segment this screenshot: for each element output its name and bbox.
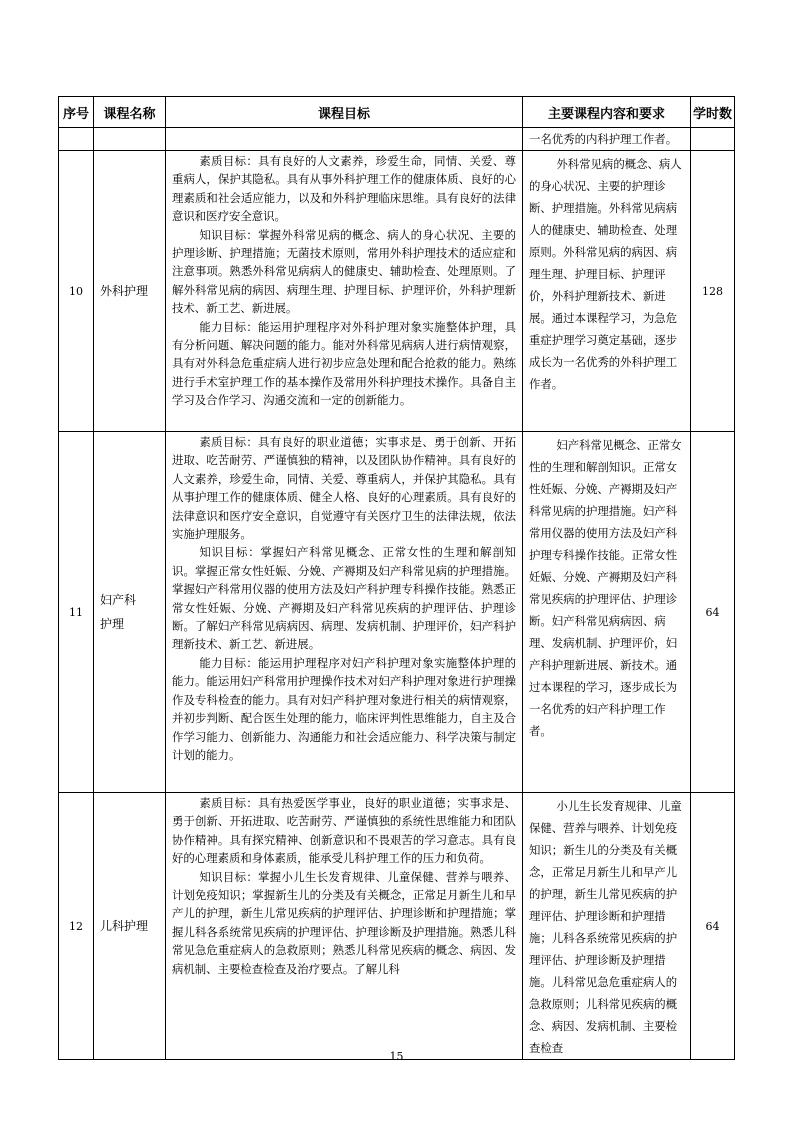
row-course-goal [166, 151, 523, 432]
row-course-name: 外科护理 [94, 151, 166, 432]
carry-content-text: 一名优秀的内科护理工作者。 [529, 132, 678, 146]
table-row [59, 793, 735, 1060]
row-course-goal [166, 793, 523, 1060]
carry-content [523, 128, 691, 151]
row-course-content [523, 432, 691, 793]
goal-ability: 能力目标：能运用护理程序对外科护理对象实施整体护理，具有分析问题、解决问题的能力。能对外科常见病病人进行病情观察，具有对外科急危重症病人进行初步应急处理和配合抢救的能力。熟练进行手术室护理工作的基本操作及常用外科护理技术操作。具备自主学习及合作学习、沟通交流和一定的创新能力。 [172, 319, 516, 408]
row-seq: 12 [59, 793, 94, 1060]
table-row [59, 151, 735, 432]
row-hours: 64 [691, 432, 735, 793]
carry-goal [166, 128, 523, 151]
content-text: 妇产科常见概念、正常女性的生理和解剖知识。正常女性妊娠、分娩、产褥期及妇产科常见病的护理措施。妇产科常用仪器的使用方法及妇产科护理专科操作技能。正常女性妊娠、分娩、产褥期及妇产科常见疾病的护理评估、护理诊断。妇产科常见病病因、病理、发病机制、护理评价，妇产科护理新进展、新技术。通过本课程的学习，逐步成长为一名优秀的妇产科护理工作者。 [529, 438, 682, 738]
header-row [59, 97, 735, 128]
header-seq: 序号 [59, 97, 94, 128]
course-table [58, 96, 735, 1060]
goal-quality: 素质目标：具有良好的职业道德；实事求是、勇于创新、开拓进取、吃苦耐劳、严谨慎独的精神，以及团队协作精神。具有良好的人文素养，珍爱生命，同情、关爱、尊重病人，并保护其隐私。具有从事护理工作的健康体质、健全人格、良好的心理素质。具有良好的法律意识和医疗安全意识，自觉遵守有关医疗卫生的法律法规，依法实施护理服务。 [172, 435, 516, 542]
row-seq: 11 [59, 432, 94, 793]
row-course-content [523, 151, 691, 432]
header-course-name: 课程名称 [94, 97, 166, 128]
page-number: 15 [389, 1050, 404, 1063]
row-hours: 64 [691, 793, 735, 1060]
content-text: 小儿生长发育规律、儿童保健、营养与喂养、计划免疫知识；新生儿的分类及有关概念，正常足月新生儿和早产儿的护理，新生儿常见疾病的护理评估、护理诊断和护理措施；儿科各系统常见疾病的护理评估、护理诊断及护理措施。儿科常见急危重症病人的急救原则；儿科常见疾病的概念、病因、发病机制、主要检查检查 [529, 799, 682, 1055]
carry-over-row [59, 128, 735, 151]
carry-hours [691, 128, 735, 151]
goal-knowledge: 知识目标：掌握小儿生长发育规律、儿童保健、营养与喂养、计划免疫知识；掌握新生儿的分类及有关概念，正常足月新生儿和早产儿的护理，新生儿常见疾病的护理评估、护理诊断和护理措施；掌握儿科各系统常见疾病的护理评估、护理诊断及护理措施。熟悉儿科常见急危重症病人的急救原则；熟悉儿科常见疾病的概念、病因、发病机制、主要检查检查及治疗要点。了解儿科 [172, 869, 516, 976]
row-seq: 10 [59, 151, 94, 432]
header-hours: 学时数 [691, 97, 735, 128]
table-row [59, 432, 735, 793]
carry-seq [59, 128, 94, 151]
row-course-content [523, 793, 691, 1060]
goal-ability: 能力目标：能运用护理程序对妇产科护理对象实施整体护理的能力。能运用妇产科常用护理操作技术对妇产科护理对象进行护理操作及专科检查的能力。具有对妇产科护理对象进行相关的病情观察，并初步判断、配合医生处理的能力，临床评判性思维能力，自主及合作学习能力、创新能力、沟通能力和社会适应能力、科学决策与制定计划的能力。 [172, 655, 516, 762]
row-hours: 128 [691, 151, 735, 432]
goal-quality: 素质目标：具有热爱医学事业，良好的职业道德；实事求是、勇于创新、开拓进取、吃苦耐劳、严谨慎独的系统性思维能力和团队协作精神。具有探究精神、创新意识和不畏艰苦的学习意志。具有良好的心理素质和身体素质，能承受儿科护理工作的压力和负荷。 [172, 796, 516, 866]
row-course-name: 儿科护理 [94, 793, 166, 1060]
header-course-content: 主要课程内容和要求 [523, 97, 691, 128]
row-course-goal [166, 432, 523, 793]
goal-knowledge: 知识目标：掌握外科常见病的概念、病人的身心状况、主要的护理诊断、护理措施；无菌技术原则，常用外科护理技术的适应症和注意事项。熟悉外科常见病病人的健康史、辅助检查、处理原则。了解外科常见病的病因、病理生理、护理目标、护理评价，外科护理新技术、新工艺、新进展。 [172, 227, 516, 316]
header-course-goal: 课程目标 [166, 97, 523, 128]
carry-name [94, 128, 166, 151]
row-course-name: 妇产科护理 [94, 432, 166, 793]
goal-quality: 素质目标：具有良好的人文素养，珍爱生命，同情、关爱、尊重病人，保护其隐私。具有从事外科护理工作的健康体质、良好的心理素质和社会适应能力，以及和外科护理临床思维。具有良好的法律意识和医疗安全意识。 [172, 154, 516, 224]
content-text: 外科常见病的概念、病人的身心状况、主要的护理诊断、护理措施。外科常见病病人的健康史、辅助检查、处理原则。外科常见病的病因、病理生理、护理目标、护理评价，外科护理新技术、新进展。通过本课程学习，为急危重症护理学习奠定基础，逐步成长为一名优秀的外科护理工作者。 [529, 157, 682, 391]
goal-knowledge: 知识目标：掌握妇产科常见概念、正常女性的生理和解剖知识。掌握正常女性妊娠、分娩、产褥期及妇产科常见病的护理措施。掌握妇产科常用仪器的使用方法及妇产科护理专科操作技能。熟悉正常女性妊娠、分娩、产褥期及妇产科常见疾病的护理评估、护理诊断。了解妇产科常见病病因、病理、发病机制、护理评价，妇产科护理新技术、新工艺、新进展。 [172, 545, 516, 652]
